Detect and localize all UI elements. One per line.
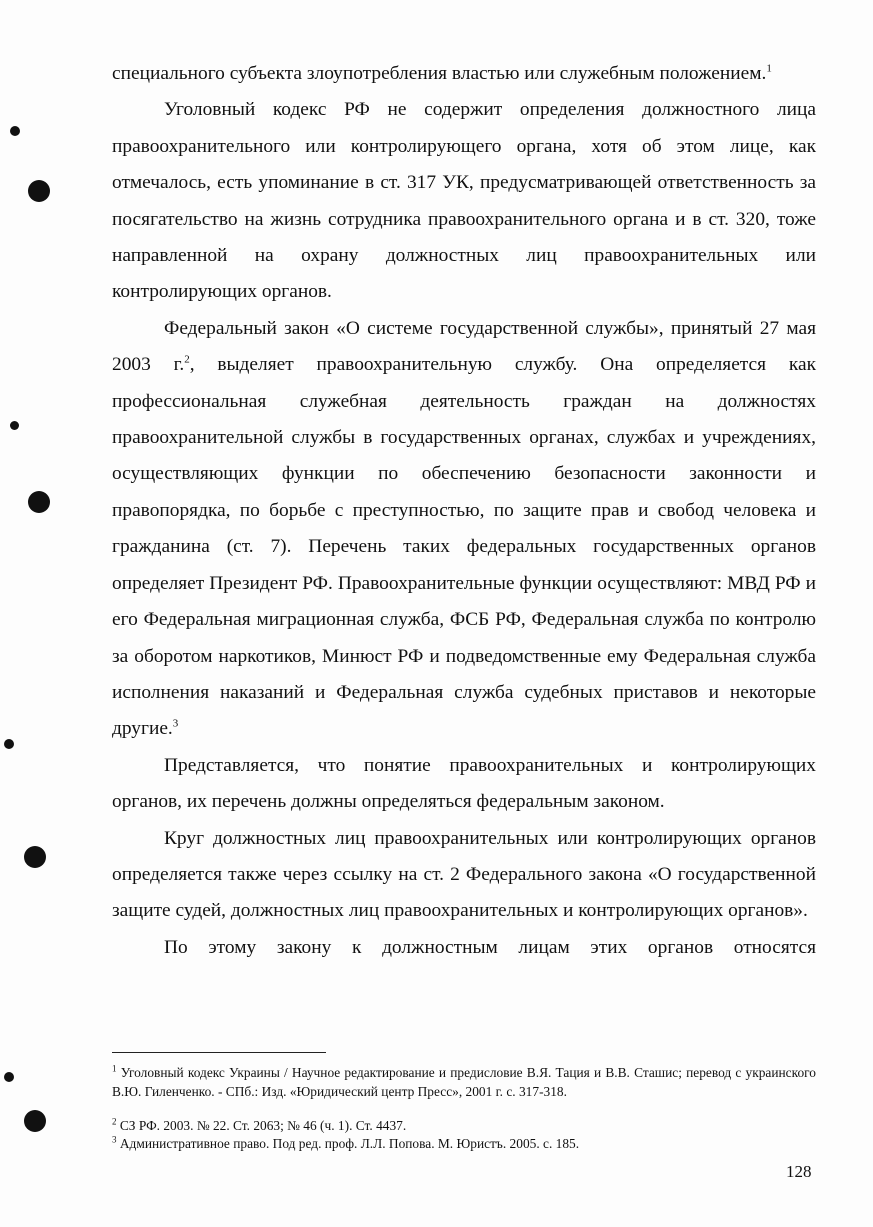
binder-hole-3 [10, 421, 19, 430]
binder-hole-7 [4, 1072, 14, 1082]
footnote-ref-1: 1 [766, 62, 772, 75]
footnote-ref-2: 2 [184, 353, 190, 366]
binder-hole-1 [10, 126, 20, 136]
paragraph-5: Круг должностных лиц правоохранительных или контролирующих органов определяется также через ссылку на ст. 2 Федерального закона «О государственной защите судей, должностных лиц правоохранительных и контролирующих органов». [112, 827, 816, 922]
paragraph-2: Уголовный кодекс РФ не содержит определения должностного лица правоохранительного или контролирующего органа, хотя об этом лице, как отмечалось, есть упоминание в ст. 317 УК, предусматривающей ответственность за посягательство на жизнь сотрудника правоохранительного органа и в ст. 320, тоже направленной на охрану должностных лиц правоохранительных или контролирующих органов. [112, 99, 816, 303]
paragraph-3: Федеральный закон «О системе государственной службы», принятый 27 мая 2003 г.$^2$, выделяет правоохранительную службу. Она определяется как профессиональная служебная деятельность граждан на должностях правоохранительной службы в государственных органах, службах и учреждениях, осуществляющих функции по обеспечению безопасности законности и правопорядка, по борьбе с преступностью, по защите прав и свобод человека и гражданина (ст. 7). Перечень таких федеральных государственных органов определяет Президент РФ. Правоохранительные функции осуществляют: МВД РФ и его Федеральная миграционная служба, ФСБ РФ, Федеральная служба по контролю за оборотом наркотиков, Минюст РФ и подведомственные ему Федеральная служба исполнения наказаний и Федеральная служба судебных приставов и некоторые другие.$^3$ [112, 317, 816, 740]
footnote-1: $^1$ Уголовный кодекс Украины / Научное редактирование и предисловие В.Я. Тация и В.В. Сташис; перевод с украинского В.Ю. Гиленченко. - СПб.: Изд. «Юридический центр Пресс», 2001 г. с. 317-318. [112, 1063, 816, 1099]
paragraph-1: специального субъекта злоупотребления властью или служебным положением.$^1$ [112, 62, 772, 84]
page-number: 128 [786, 1162, 812, 1181]
binder-hole-6 [24, 846, 46, 868]
footnote-2: $^2$ СЗ РФ. 2003. № 22. Ст. 2063; № 46 (ч. 1). Ст. 4437. [112, 1116, 407, 1133]
binder-hole-2 [28, 180, 50, 202]
footnote-3: $^3$ Административное право. Под ред. проф. Л.Л. Попова. М. Юристъ. 2005. с. 185. [112, 1134, 580, 1151]
binder-hole-5 [4, 739, 14, 749]
binder-hole-8 [24, 1110, 46, 1132]
paragraph-6: По этому закону к должностным лицам этих органов относятся [164, 936, 816, 958]
binder-hole-4 [28, 491, 50, 513]
paragraph-4: Представляется, что понятие правоохранительных и контролирующих органов, их перечень должны определяться федеральным законом. [112, 754, 816, 813]
footnote-ref-3: 3 [172, 717, 179, 730]
body-text [112, 56, 816, 966]
footnote-separator [112, 1052, 326, 1053]
